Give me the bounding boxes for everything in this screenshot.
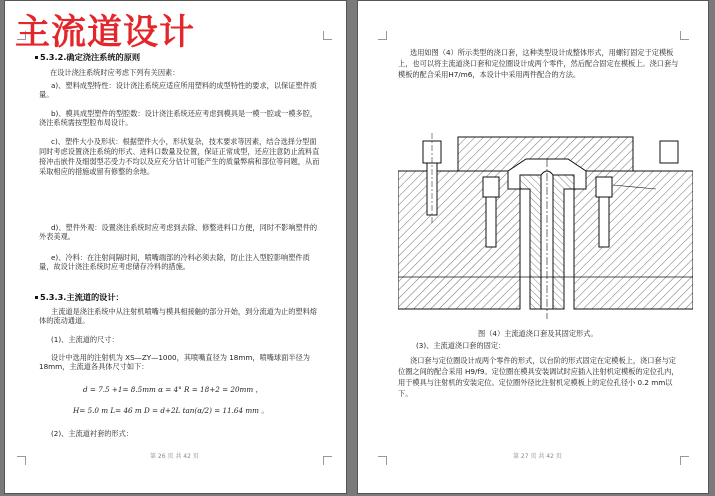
paragraph: 浇口套与定位圈设计成两个零件的形式，以台阶的形式固定在定模板上，浇口套与定位圈之间的配合采用 H9/f9。定位圈在模具安装调试时应插入注射机定模板的定位孔内，用于模具与注射机的安装定位。定位圈外径比注射机定模板上的定位孔径小 0.2 mm以下。 (398, 356, 679, 398)
list-item: b)、模具成型塑件的型腔数：设计浇注系统还应考虑到模具是一模一腔或一模多腔，浇注系统需按型腔布局设计。 (39, 109, 318, 127)
paragraph: 主流道是浇注系统中从注射机喷嘴与模具相接触的部分开始，到分流道为止的塑料熔体的流动通道。 (39, 307, 317, 325)
crop-mark (17, 456, 26, 465)
left-page (4, 0, 347, 494)
right-page (357, 0, 709, 494)
formula: d = 7.5 +1= 8.5mm α = 4° R = 18+2 = 20mm ， (83, 385, 263, 394)
section-heading-text: 5.3.2.确定浇注系统的原则 (40, 52, 141, 62)
paragraph: 设计中选用的注射机为 XS—ZY—1000，其喷嘴直径为 18mm，喷嘴球面半径为 18mm，主流道各具体尺寸如下： (39, 353, 310, 371)
crop-mark (323, 31, 332, 40)
list-item: c)、塑件大小及形状：根据塑件大小，形状复杂，技术要求等因素，结合选择分型面同时考虑设置浇注系统的形式、进料口数量及位置，保证正常成型，还应注意防止流料直接冲击嵌件及细弱型芯受力不均以及应充分估计可能产生的质量弊病和部位等问题，从而采取相应的措施或留有修整的余地。 (39, 137, 320, 176)
intro-text: 在设计浇注系统时应考虑下列有关因素： (50, 68, 180, 77)
crop-mark (378, 31, 387, 40)
list-item: a)、塑料成型特性：设计浇注系统应适应所用塑料的成型特性的要求，以保证塑件质量。 (39, 81, 317, 99)
figure-caption: 图（4）主流道浇口套及其固定形式。 (478, 329, 598, 338)
page-footer: 第 26 页 共 42 页 (150, 453, 199, 460)
section-heading (35, 53, 140, 62)
crop-mark (680, 456, 689, 465)
subheading: (3)、主流道浇口套的固定： (416, 341, 506, 350)
section-heading (35, 293, 124, 302)
paragraph: 选用如图（4）所示类型的浇口套，这种类型设计成整体形式，用螺钉固定于定模板上，也可以将主流道浇口套和定位圈设计成两个零件，然后配合固定在模板上。浇口套与模板的配合采用H7/m6，本设计中采用两件配合的方法。 (398, 48, 679, 79)
list-item: e)、冷料：在注射间隔时间，喷嘴端部的冷料必须去除，防止注入型腔影响塑件质量，故设计浇注系统时应考虑储存冷料的措施。 (39, 253, 310, 271)
subheading: (1)、主流道的尺寸： (51, 335, 119, 344)
crop-mark (323, 456, 332, 465)
crop-mark (378, 456, 387, 465)
sprue-bushing-drawing (398, 129, 693, 321)
formula: H= 5.0 m L= 46 m D = d+2L tan(α/2) = 11.64 mm 。 (73, 406, 269, 415)
watermark-title: 主流道设计 (15, 13, 196, 53)
subheading: (2)、主流道衬套的形式： (51, 429, 134, 438)
list-item: d)、塑件外观：设置浇注系统时应考虑到去除、修整进料口方便，同时不影响塑件的外表美观。 (39, 223, 318, 241)
section-heading-text: 5.3.3.主流道的设计： (40, 292, 124, 302)
crop-mark (680, 31, 689, 40)
page-footer: 第 27 页 共 42 页 (513, 453, 562, 460)
